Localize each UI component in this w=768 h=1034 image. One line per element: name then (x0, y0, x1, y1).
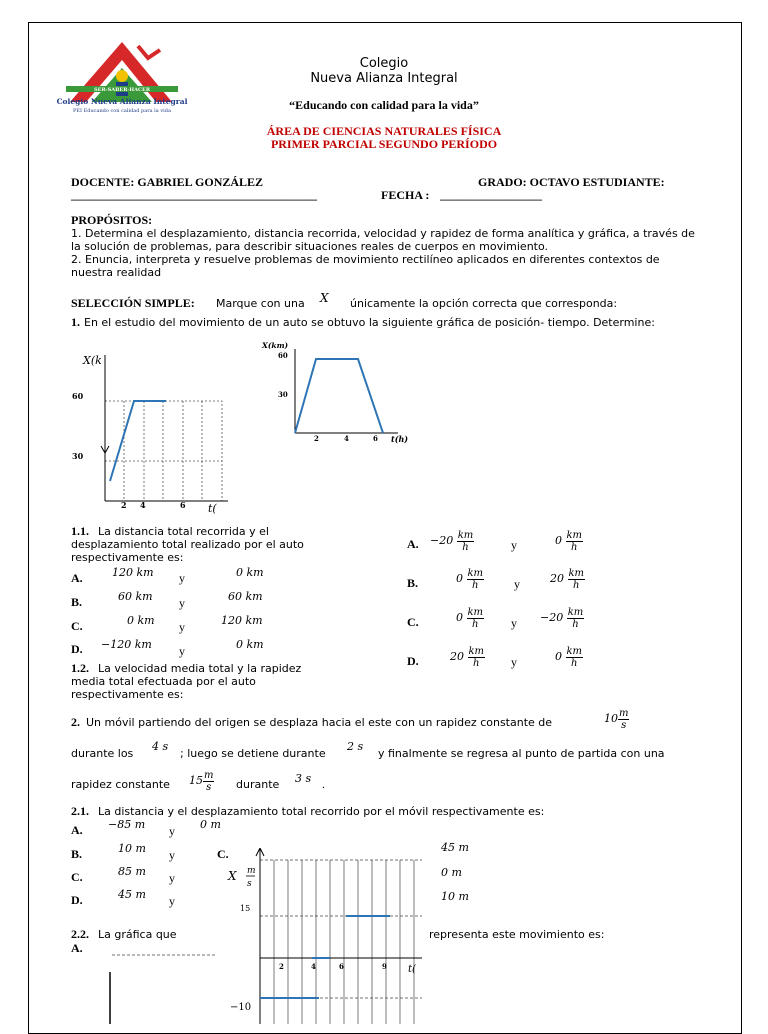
purpose-1a: 1. Determina el desplazamiento, distancia recorrida, velocidad y rapidez de forma analítica y gráfica, a través de (71, 227, 695, 240)
q22-text-b: representa este movimiento es: (429, 928, 605, 941)
q12-a-unit2-num: km (566, 529, 583, 541)
graph-left-y60: 60 (72, 391, 84, 401)
q21-a-v2: 0 m (200, 818, 221, 831)
q11-line2: desplazamiento total realizado por el auto (71, 538, 304, 551)
q12-d-unit2-num: km (566, 645, 583, 657)
q11-number: 1.1. (71, 524, 89, 538)
q21-b-y: y (169, 848, 175, 862)
q21-right-value-3: 10 m (441, 890, 469, 903)
q12-a-letter: A. (407, 537, 419, 551)
q2-text-a: Un móvil partiendo del origen se desplaza hacia el este con un rapidez constante de (86, 716, 553, 729)
area-title: ÁREA DE CIENCIAS NATURALES FÍSICA (266, 124, 502, 138)
school-line1: Colegio (359, 56, 409, 71)
motto: “Educando con calidad para la vida” (289, 98, 479, 112)
q21-c-label: C. (217, 847, 229, 861)
q11-d-letter: D. (71, 642, 83, 656)
graph-right-xlabel: t(h) (391, 434, 409, 444)
selection-title: SELECCIÓN SIMPLE: (71, 296, 195, 310)
q22-a-letter: A. (71, 941, 83, 955)
q12-a-unit2-den: h (571, 541, 578, 553)
q2-text-f: durante (236, 778, 280, 791)
q22-number: 2.2. (71, 927, 89, 941)
graph-left-ylabel: X(k (83, 354, 102, 367)
graph-right-x4: 4 (344, 434, 349, 443)
q11-d-y: y (179, 644, 185, 658)
q21-text: La distancia y el desplazamiento total recorrido por el móvil respectivamente es: (98, 805, 545, 818)
q22-text-a: La gráfica que (98, 928, 177, 941)
date-label: FECHA : (381, 188, 430, 202)
q1-text: En el estudio del movimiento de un auto se obtuvo la siguiente gráfica de posición- tiempo. Determine: (84, 316, 655, 329)
graph-left-x4: 4 (140, 500, 146, 510)
graph-left-y30: 30 (72, 451, 84, 461)
graph-right-y30: 30 (278, 390, 288, 399)
q11-b-v1: 60 km (118, 590, 153, 603)
q12-d-v1: 20 (450, 650, 464, 663)
q1-number: 1. (71, 315, 80, 329)
q12-b-y: y (514, 577, 520, 591)
q2-speed1-unit-num: m (619, 707, 629, 719)
q12-d-letter: D. (407, 654, 419, 668)
q2-speed1-unit-den: s (621, 719, 627, 731)
graph-left-x6: 6 (180, 500, 186, 510)
q12-line3: respectivamente es: (71, 688, 184, 701)
purpose-2a: 2. Enuncia, interpreta y resuelve problemas de movimiento rectilíneo aplicados en diferentes contextos de (71, 253, 660, 266)
graph-q2-ylabel-x: X (228, 869, 237, 883)
graph-q2 (222, 848, 430, 1024)
q12-b-letter: B. (407, 576, 419, 590)
q21-right-value-1: 45 m (441, 841, 469, 854)
q11-d-v1: −120 km (101, 638, 152, 651)
q21-d-v1: 45 m (118, 888, 146, 901)
q12-a-y: y (511, 538, 517, 552)
selection-x: X (320, 291, 329, 305)
graph-q22-a (100, 950, 215, 1024)
q2-t2: 2 s (347, 740, 364, 753)
purposes-title: PROPÓSITOS: (71, 213, 153, 227)
q2-speed1: 10 (604, 712, 618, 725)
graph-left-xlabel: t( (208, 502, 217, 515)
graph-left (68, 345, 258, 517)
teacher-label: DOCENTE: GABRIEL GONZÁLEZ (71, 175, 264, 189)
q21-d-y: y (169, 894, 175, 908)
date-blank[interactable]: _________________ (440, 188, 542, 202)
q2-t3: 3 s (295, 772, 312, 785)
q12-b-unit2-den: h (573, 579, 580, 591)
q21-b-letter: B. (71, 847, 83, 861)
q12-c-unit2-num: km (567, 606, 584, 618)
graph-right-y60: 60 (278, 351, 288, 360)
q2-text-c: ; luego se detiene durante (180, 747, 326, 760)
exam-title: PRIMER PARCIAL SEGUNDO PERÍODO (270, 137, 498, 151)
q12-c-v1: 0 (456, 611, 463, 624)
selection-instr-a: Marque con una (216, 297, 305, 310)
graph-q2-x4: 4 (311, 962, 316, 971)
grade-label: GRADO: OCTAVO ESTUDIANTE: (478, 175, 665, 189)
q12-a-unit-num: km (457, 529, 474, 541)
q12-c-unit2-den: h (572, 618, 579, 630)
graph-q2-ylabel-den: s (247, 879, 252, 889)
q2-text-b: durante los (71, 747, 134, 760)
q11-c-y: y (179, 620, 185, 634)
graph-q2-ym10: −10 (230, 1002, 252, 1013)
purpose-2b: nuestra realidad (71, 266, 162, 279)
student-blank[interactable]: _________________________________________ (71, 188, 317, 202)
q21-c-v1: 85 m (118, 865, 146, 878)
q12-number: 1.2. (71, 661, 89, 675)
logo-name: Colegio Nueva Alianza Integral (56, 97, 188, 106)
graph-right-x2: 2 (314, 434, 319, 443)
q2-text-e: rapidez constante (71, 778, 170, 791)
q12-d-unit-num: km (468, 645, 485, 657)
q12-a-unit-den: h (462, 541, 469, 553)
logo-top-text: SER-SABER-HACER (94, 87, 150, 93)
q11-c-v1: 0 km (127, 614, 155, 627)
q12-d-y: y (511, 655, 517, 669)
graph-q2-ylabel-num: m (247, 866, 256, 876)
q21-right-value-2: 0 m (441, 866, 462, 879)
q12-line1: La velocidad media total y la rapidez (98, 662, 302, 675)
q12-c-unit-num: km (467, 606, 484, 618)
q12-d-unit2-den: h (571, 657, 578, 669)
q2-speed2-unit-num: m (204, 769, 214, 781)
graph-q2-y15: 15 (240, 904, 251, 913)
q11-a-v2: 0 km (236, 566, 264, 579)
q11-a-y: y (179, 571, 185, 585)
selection-instr-b: únicamente la opción correcta que corresponda: (350, 297, 618, 310)
q11-line3: respectivamente es: (71, 551, 184, 564)
graph-q2-xlabel: t( (408, 964, 416, 975)
q21-a-letter: A. (71, 823, 83, 837)
q11-b-v2: 60 km (228, 590, 263, 603)
q2-text-d: y finalmente se regresa al punto de partida con una (378, 747, 665, 760)
q21-a-y: y (169, 824, 175, 838)
graph-q2-x6: 6 (339, 962, 344, 971)
q12-b-v1: 0 (456, 572, 463, 585)
graph-right-ylabel: X(km) (262, 341, 289, 350)
q12-b-unit-den: h (472, 579, 479, 591)
q11-a-v1: 120 km (112, 566, 154, 579)
q11-b-y: y (179, 596, 185, 610)
q12-b-unit2-num: km (568, 567, 585, 579)
graph-q2-x2: 2 (279, 962, 284, 971)
q12-b-unit-num: km (467, 567, 484, 579)
q21-number: 2.1. (71, 804, 89, 818)
q12-c-letter: C. (407, 615, 419, 629)
q21-d-letter: D. (71, 893, 83, 907)
q11-b-letter: B. (71, 595, 83, 609)
school-line2: Nueva Alianza Integral (310, 71, 458, 86)
q12-b-v2: 20 (550, 572, 564, 585)
q12-d-v2: 0 (555, 650, 562, 663)
purpose-1b: la solución de problemas, para describir situaciones reales de cuerpos en movimiento. (71, 240, 549, 253)
q12-c-unit-den: h (472, 618, 479, 630)
q2-dot: . (322, 777, 325, 791)
q2-speed2-unit-den: s (206, 781, 212, 793)
q2-t1: 4 s (152, 740, 169, 753)
q11-a-letter: A. (71, 571, 83, 585)
q12-a-v2: 0 (555, 534, 562, 547)
logo-slogan: PEI Educando con calidad para la vida (73, 108, 171, 114)
q12-d-unit-den: h (473, 657, 480, 669)
graph-q2-x9: 9 (382, 962, 387, 971)
q12-a-v1: −20 (430, 534, 454, 547)
q12-c-v2: −20 (540, 611, 564, 624)
q21-c-y: y (169, 871, 175, 885)
graph-left-x2: 2 (121, 500, 127, 510)
q12-line2: media total efectuada por el auto (71, 675, 256, 688)
q11-line1: La distancia total recorrida y el (98, 525, 269, 538)
q11-d-v2: 0 km (236, 638, 264, 651)
q2-number: 2. (71, 715, 80, 729)
q12-c-y: y (511, 616, 517, 630)
graph-right-x6: 6 (373, 434, 378, 443)
q11-c-v2: 120 km (221, 614, 263, 627)
q2-speed2: 15 (189, 774, 203, 787)
graph-right (258, 337, 418, 449)
q21-c-letter: C. (71, 870, 83, 884)
q11-c-letter: C. (71, 619, 83, 633)
q21-a-v1: −85 m (108, 818, 146, 831)
q21-b-v1: 10 m (118, 842, 146, 855)
